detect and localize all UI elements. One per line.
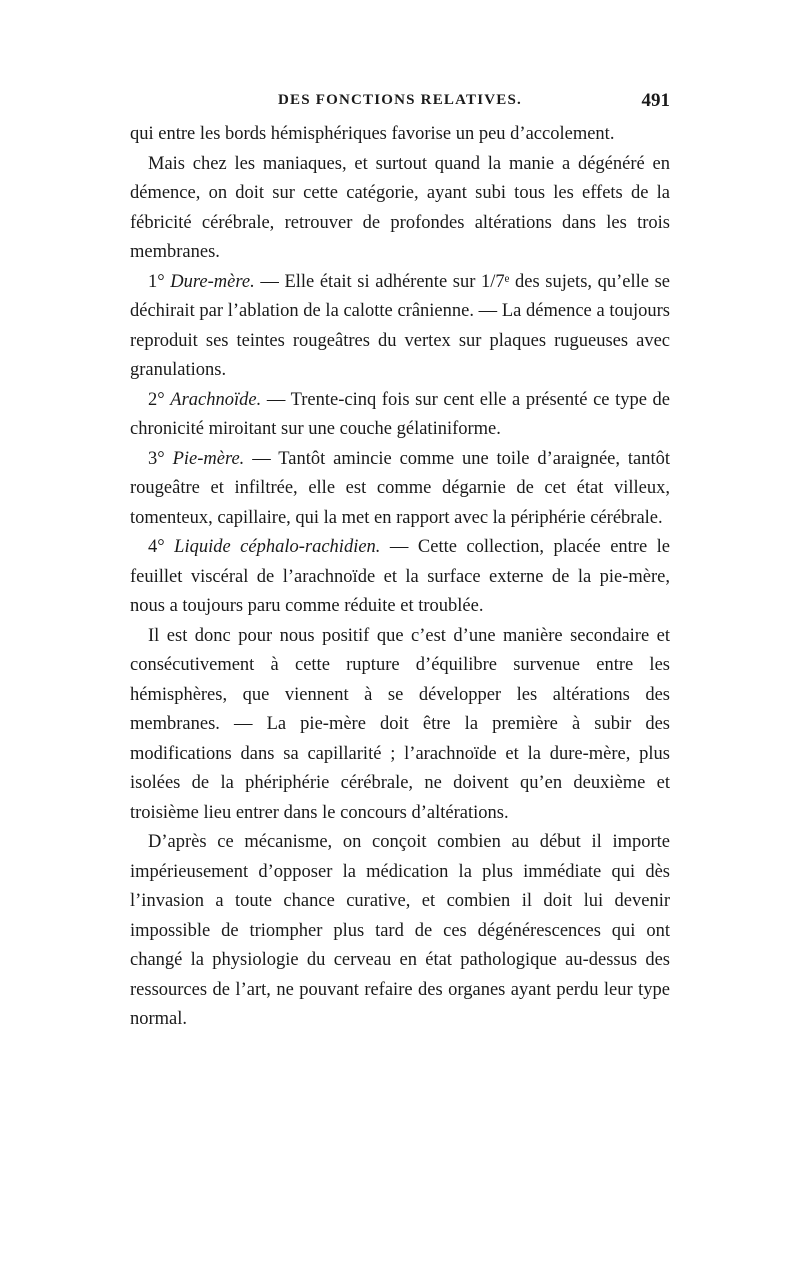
paragraph-dure-mere — [130, 268, 670, 386]
paragraph — [130, 828, 670, 1035]
item-term: Arachnoïde. — [170, 389, 262, 410]
paragraph-continuation — [130, 120, 670, 150]
item-term: Pie-mère. — [172, 448, 245, 469]
item-term: Dure-mère. — [170, 271, 255, 292]
item-number: 3° — [148, 448, 165, 469]
paragraph-text: — Tantôt amincie comme une toile d’araignée, tantôt rougeâtre et infiltrée, elle est comme dégarnie de cet état villeux, tomenteux, capillaire, qui la met en rapport avec la périphérie cérébrale. — [130, 448, 671, 528]
running-header — [130, 92, 670, 116]
page-number: 491 — [641, 90, 670, 111]
paragraph — [130, 150, 670, 268]
item-term: Liquide céphalo-rachidien. — [174, 537, 381, 557]
paragraph-pie-mere — [130, 445, 670, 534]
paragraph-text: — Elle était si adhérente sur 1/7ᵉ des sujets, qu’elle se déchirait par l’ablation de la calotte crânienne. — La démence a toujours reproduit ses teintes rougeâtres du vertex sur plaques rugueuses avec granulations. — [130, 271, 671, 380]
paragraph-text: D’après ce mécanisme, on conçoit combien au début il importe impérieusement d’opposer la médication la plus immédiate qui dès l’invasion a toute chance curative, et combien il doit lui devenir impossible de triompher plus tard de ces dégénérescences qui ont changé la physiologie du cerveau en état pathologique au-dessus des ressources de l’art, ne pouvant refaire des organes ayant perdu leur type normal. — [130, 832, 670, 1029]
paragraph-text: Mais chez les maniaques, et surtout quand la manie a dégénéré en démence, on doit sur cette catégorie, ayant subi tous les effets de la fébricité cérébrale, retrouver de profondes altérations dans les trois membranes. — [130, 153, 670, 262]
running-title: DES FONCTIONS RELATIVES. — [278, 92, 522, 108]
paragraph-liquide — [130, 533, 670, 622]
paragraph-text: — Trente-cinq fois sur cent elle a présenté ce type de chronicité miroitant sur une couche gélatiniforme. — [130, 389, 671, 439]
paragraph — [130, 622, 670, 829]
item-number: 4° — [148, 537, 165, 557]
paragraph-text: qui entre les bords hémisphériques favorise un peu d’accolement. — [130, 124, 615, 144]
item-number: 2° — [148, 389, 165, 410]
paragraph-text: — Cette collection, placée entre le feuillet viscéral de l’arachnoïde et la surface externe de la pie-mère, nous a toujours paru comme réduite et troublée. — [130, 537, 671, 616]
item-number: 1° — [148, 271, 165, 292]
paragraph-arachnoide — [130, 386, 670, 445]
paragraph-text: Il est donc pour nous positif que c’est d’une manière secondaire et consécutivement à cette rupture d’équilibre survenue entre les hémisphères, que viennent à se développer les altérations des membranes. — La pie-mère doit être la première à subir des modifications dans sa capillarité ; l’arachnoïde et la dure-mère, plus isolées de la phériphérie cérébrale, ne doivent qu’en deuxième et troisième lieu entrer dans le concours d’altérations. — [130, 625, 670, 823]
main-text — [130, 120, 670, 1035]
